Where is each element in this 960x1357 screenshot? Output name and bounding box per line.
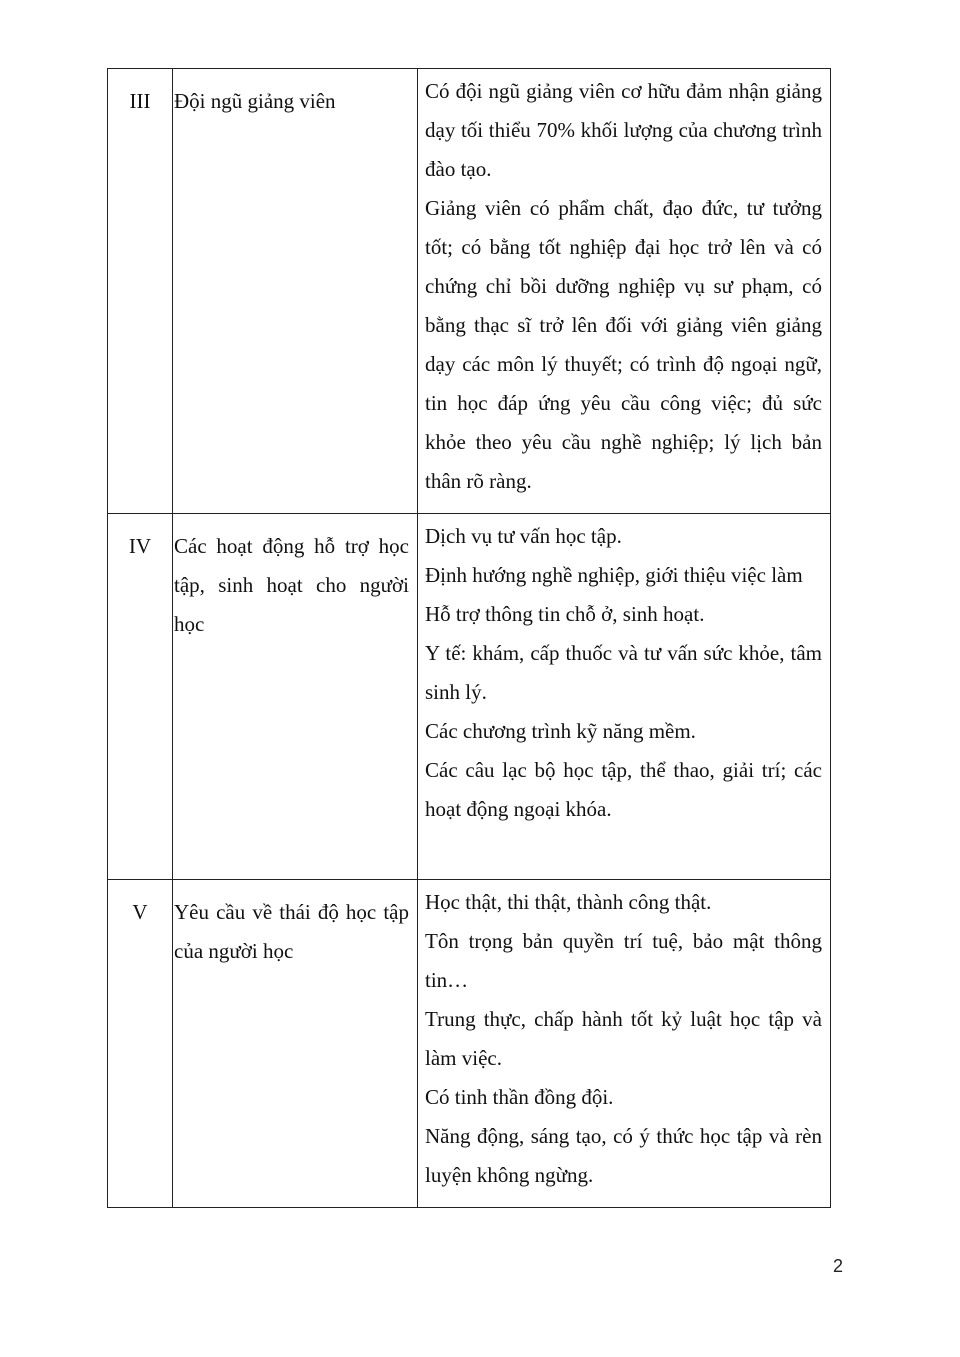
row-number: IV	[128, 534, 152, 558]
row-title: Yêu cầu về thái độ học tập của người học	[174, 900, 409, 963]
row-title: Các hoạt động hỗ trợ học tập, sinh hoạt cho người học	[174, 534, 409, 636]
content-table	[107, 68, 831, 1208]
description-paragraph: Các câu lạc bộ học tập, thể thao, giải trí; các hoạt động ngoại khóa.	[425, 758, 822, 821]
description-paragraph: Học thật, thi thật, thành công thật.	[425, 890, 712, 914]
row-title-cell	[173, 69, 418, 514]
description-paragraph: Các chương trình kỹ năng mềm.	[425, 719, 696, 743]
table-row	[108, 880, 831, 1208]
description-paragraph: Có đội ngũ giảng viên cơ hữu đảm nhận giảng dạy tối thiểu 70% khối lượng của chương trình đào tạo.	[425, 79, 822, 181]
row-number: III	[129, 89, 151, 113]
row-title-cell	[173, 514, 418, 880]
table-row	[108, 69, 831, 514]
description-paragraph: Tôn trọng bản quyền trí tuệ, bảo mật thông tin…	[425, 929, 822, 992]
row-description-cell	[418, 880, 831, 1208]
description-paragraph: Năng động, sáng tạo, có ý thức học tập và rèn luyện không ngừng.	[425, 1124, 822, 1187]
row-description-cell	[418, 514, 831, 880]
description-paragraph: Y tế: khám, cấp thuốc và tư vấn sức khỏe, tâm sinh lý.	[425, 641, 822, 704]
row-title-cell	[173, 880, 418, 1208]
description-paragraph: Định hướng nghề nghiệp, giới thiệu việc làm	[425, 563, 803, 587]
row-number: V	[132, 900, 148, 924]
description-paragraph: Có tinh thần đồng đội.	[425, 1085, 614, 1109]
row-number-cell	[108, 880, 173, 1208]
row-description-cell	[418, 69, 831, 514]
description-paragraph: Dịch vụ tư vấn học tập.	[425, 524, 622, 548]
description-paragraph: Giảng viên có phẩm chất, đạo đức, tư tưởng tốt; có bằng tốt nghiệp đại học trở lên và có chứng chỉ bồi dưỡng nghiệp vụ sư phạm, có bằng thạc sĩ trở lên đối với giảng viên giảng dạy các môn lý thuyết; có trình độ ngoại ngữ, tin học đáp ứng yêu cầu công việc; đủ sức khỏe theo yêu cầu nghề nghiệp; lý lịch bản thân rõ ràng.	[425, 196, 822, 493]
row-number-cell	[108, 514, 173, 880]
description-paragraph: Trung thực, chấp hành tốt kỷ luật học tập và làm việc.	[425, 1007, 822, 1070]
description-paragraph: Hỗ trợ thông tin chỗ ở, sinh hoạt.	[425, 602, 705, 626]
table-row	[108, 514, 831, 880]
page-number: 2	[832, 1256, 843, 1276]
row-title: Đội ngũ giảng viên	[174, 89, 336, 113]
row-number-cell	[108, 69, 173, 514]
